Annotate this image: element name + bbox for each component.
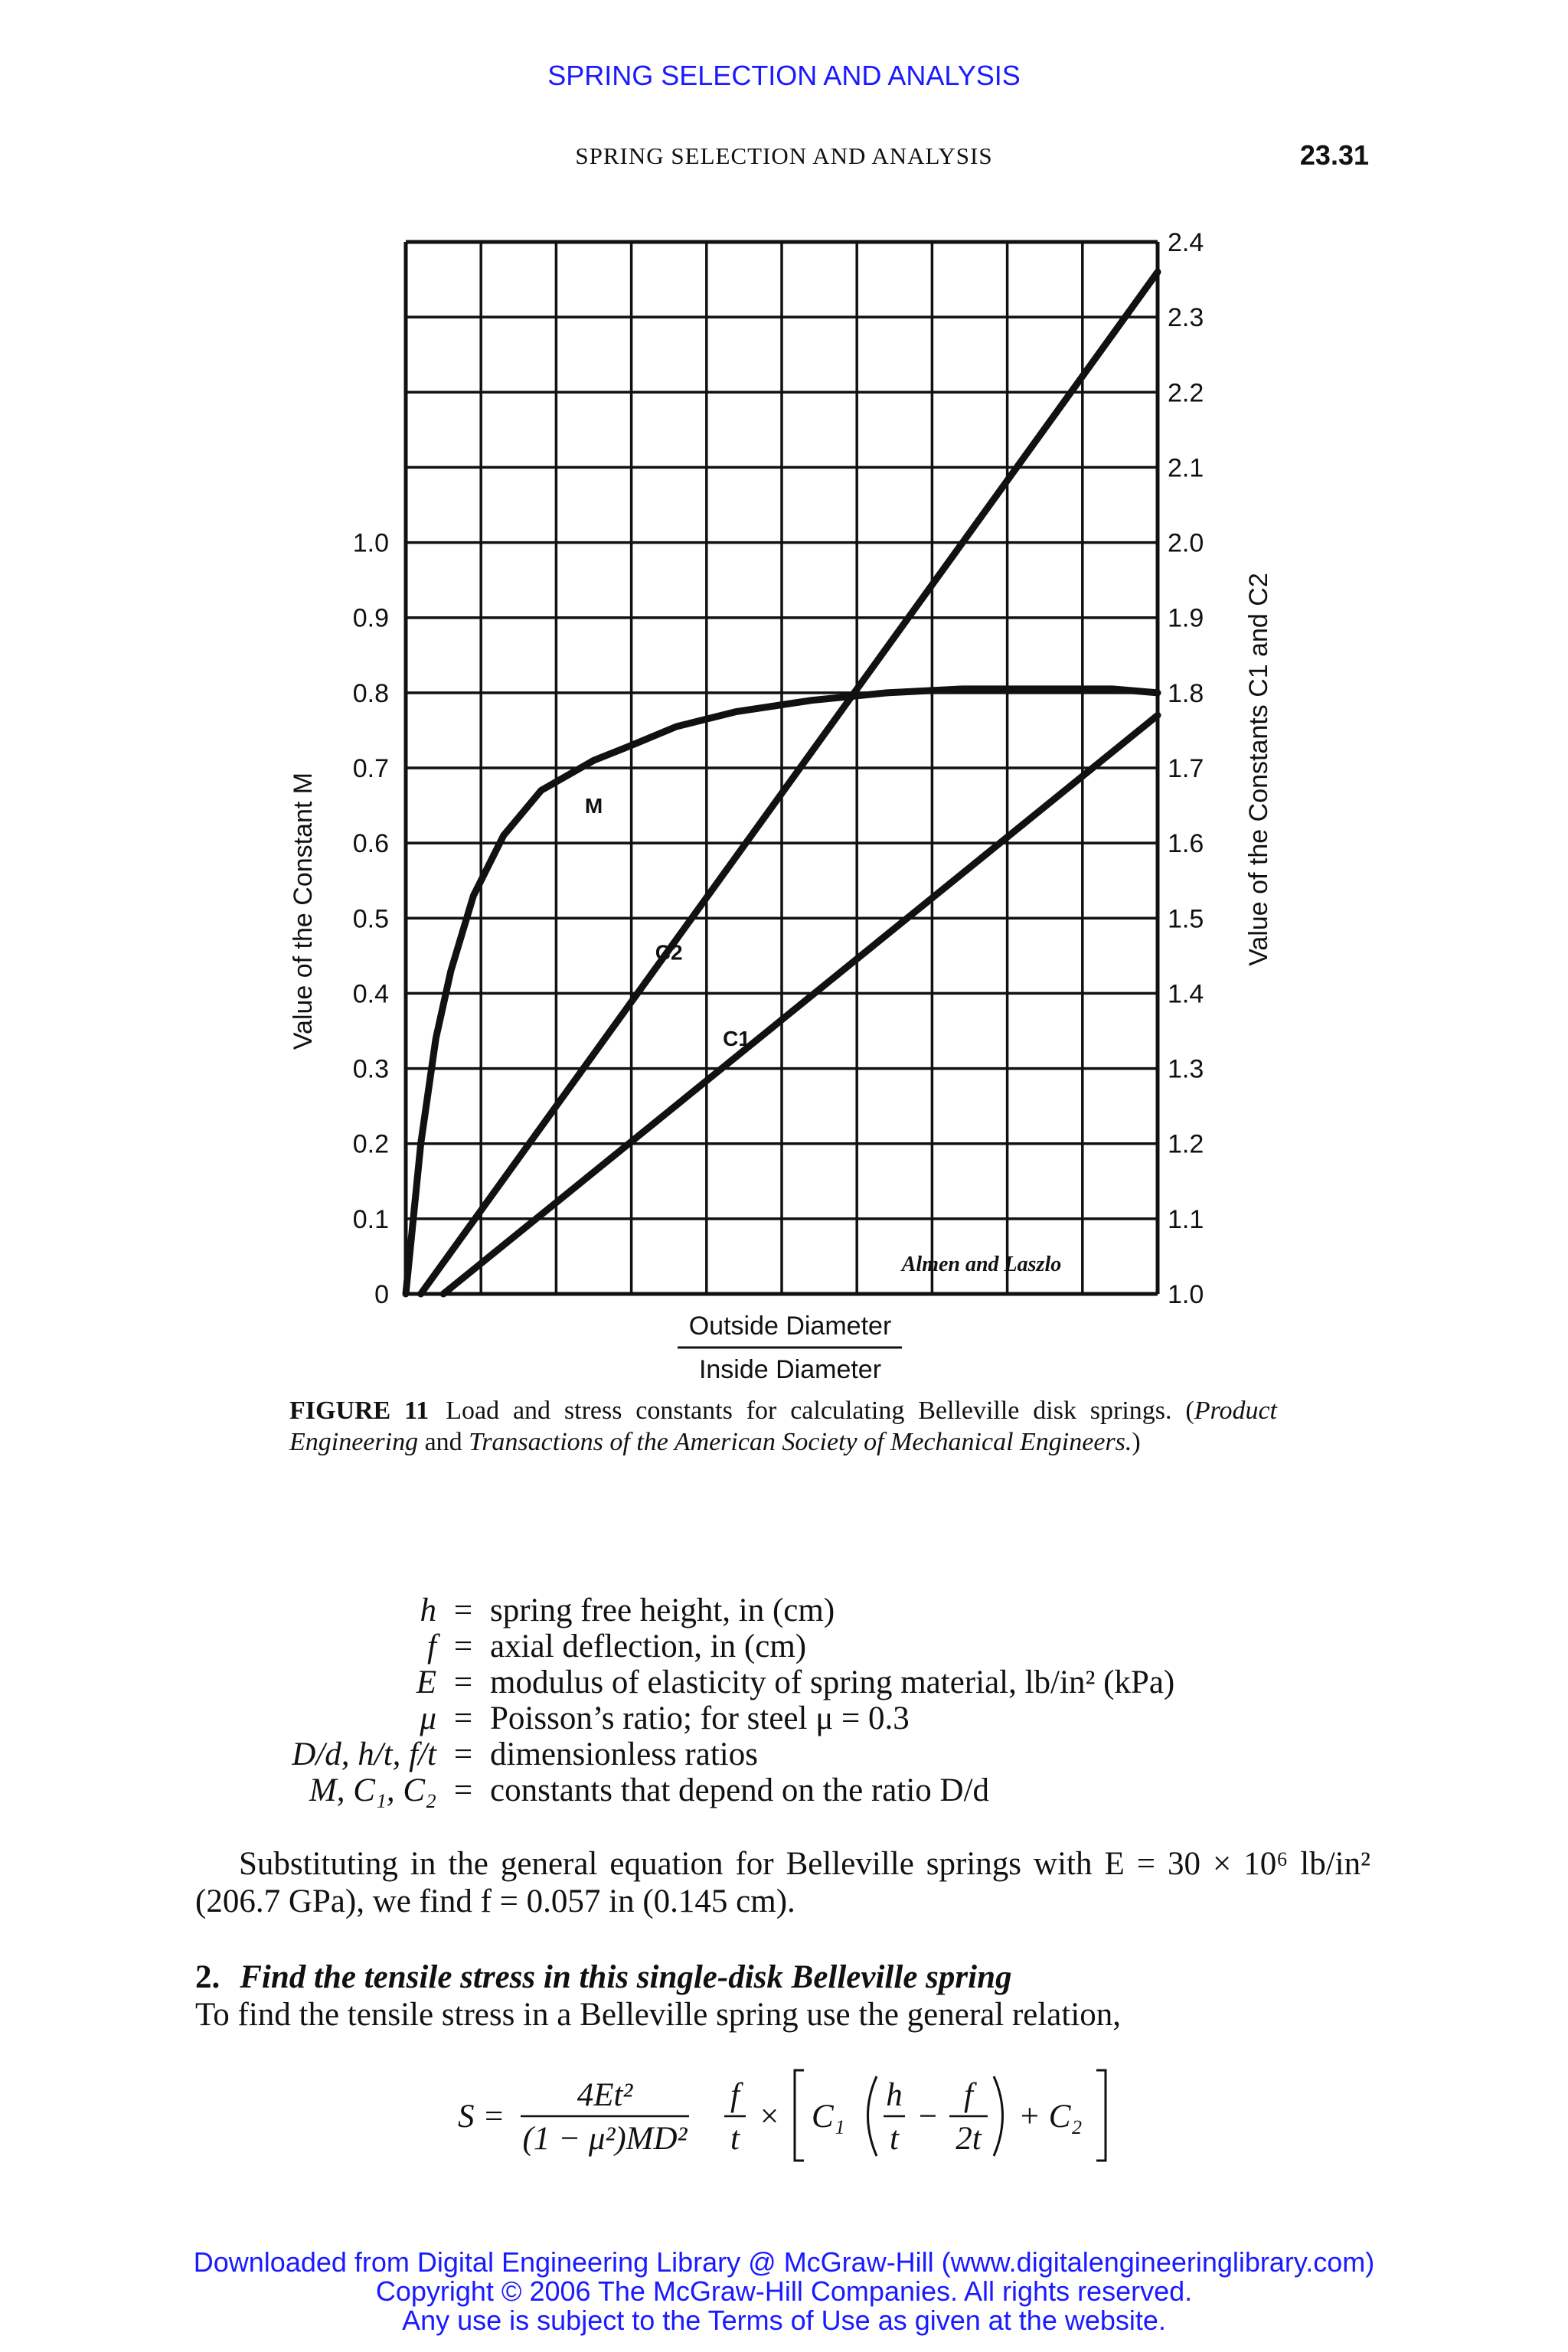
figure-caption-text-2: and [418,1428,469,1456]
y-axis-label-left: Value of the Constant M [289,772,318,1050]
equation-plus-c2: + C₂ [1018,2099,1083,2135]
series-line-c1 [443,715,1158,1294]
header-link-title[interactable]: SPRING SELECTION AND ANALYSIS [547,60,1021,91]
left-tick-label: 0.8 [352,678,389,708]
right-tick-label: 1.7 [1168,754,1204,783]
credit-label: Almen and Laszlo [901,1253,1062,1276]
equation-left-bracket [795,2070,804,2161]
left-tick-label: 0.1 [352,1204,389,1234]
right-tick-label: 1.2 [1168,1129,1204,1159]
right-tick-label: 2.0 [1168,528,1204,558]
equation-f-numerator: f [730,2077,740,2113]
definition-equals: = [453,1772,473,1808]
definition-equals: = [453,1700,473,1736]
definition-text: constants that depend on the ratio D/d [490,1772,990,1808]
definition-text: axial deflection, in (cm) [490,1628,807,1664]
equation-h-numerator: h [886,2077,903,2113]
equation-denominator: (1 − μ²)MD² [522,2121,688,2157]
section-number: 2. [195,1959,220,1995]
figure-caption-label: FIGURE 11 [289,1396,430,1425]
left-tick-label: 0.6 [352,829,389,859]
definition-equals: = [453,1736,473,1772]
equation-f-denominator: t [730,2121,740,2157]
definition-symbol: f [427,1628,436,1664]
figure-caption-text-3: ) [1132,1428,1141,1456]
equation-left-paren [868,2076,877,2156]
left-tick-label: 0.5 [352,904,389,934]
equation-times: × [760,2099,779,2135]
definition-text: dimensionless ratios [490,1736,758,1772]
definition-equals: = [453,1592,473,1628]
right-tick-label: 1.0 [1168,1280,1204,1309]
right-tick-label: 2.1 [1168,453,1204,483]
x-axis-label-numerator: Outside Diameter [688,1312,892,1341]
chart-grid [406,242,1158,1294]
equation-minus: − [918,2099,938,2135]
left-tick-label: 0.9 [352,603,389,633]
definition-symbol: E [416,1664,436,1700]
definition-text: modulus of elasticity of spring material, lb/in² (kPa) [490,1664,1175,1700]
variable-definitions [115,1592,1174,1808]
right-tick-label: 1.6 [1168,829,1204,859]
figure-caption [289,1395,1277,1458]
definition-row [115,1628,1174,1664]
definition-symbol: M, C₁, C₂ [309,1772,436,1808]
equation-right-bracket [1096,2070,1106,2161]
equation-numerator: 4Et² [577,2077,633,2113]
right-tick-label: 1.3 [1168,1054,1204,1084]
footer-line-3: Any use is subject to the Terms of Use as given at the website. [402,2305,1166,2336]
definition-symbol: D/d, h/t, f/t [292,1736,436,1772]
x-axis-label-denominator: Inside Diameter [698,1355,882,1384]
definition-row [115,1700,1174,1736]
right-tick-label: 1.1 [1168,1204,1204,1234]
right-tick-label: 1.4 [1168,979,1204,1009]
equation-f2-denominator: 2t [956,2121,982,2157]
left-tick-label: 0.7 [352,754,389,783]
figure-caption-source-1: Product Engineering [289,1396,1277,1456]
running-head: SPRING SELECTION AND ANALYSIS [575,142,993,169]
section-title: Find the tensile stress in this single-disk Belleville spring [240,1959,1012,1995]
right-tick-label: 1.5 [1168,904,1204,934]
equation-h-denominator: t [890,2121,899,2157]
definition-row [115,1772,1174,1808]
definition-text: Poisson’s ratio; for steel μ = 0.3 [490,1700,910,1736]
section-intro: To find the tensile stress in a Belleville spring use the general relation, [195,1997,1122,2033]
equation-c1: C₁ [812,2099,845,2135]
left-tick-label: 0.2 [352,1129,389,1159]
equation-lhs: S = [458,2099,505,2135]
download-footer[interactable] [0,2248,1568,2335]
footer-line-2: Copyright © 2006 The McGraw-Hill Companies. All rights reserved. [375,2275,1193,2307]
definition-row [115,1592,1174,1628]
definition-symbol: μ [420,1700,436,1736]
definition-equals: = [453,1628,473,1664]
series-label-c1: C1 [723,1027,750,1051]
definition-symbol: h [420,1592,436,1628]
footer-line-1[interactable]: Downloaded from Digital Engineering Library @ McGraw-Hill (www.digitalengineeringlibrary.com) [193,2246,1375,2278]
right-axis-ticks [1168,228,1204,1309]
series-label-c2: C2 [655,940,683,965]
figure-caption-source-2: Transactions of the American Society of Mechanical Engineers. [469,1428,1132,1456]
definition-row [115,1736,1174,1772]
right-tick-label: 1.9 [1168,603,1204,633]
series-label-m: M [584,793,603,818]
right-tick-label: 2.3 [1168,303,1204,333]
left-tick-label: 0 [374,1280,389,1309]
tensile-stress-equation [429,2060,1118,2174]
y-axis-label-right: Value of the Constants C1 and C2 [1244,573,1273,966]
right-tick-label: 2.4 [1168,228,1204,257]
body-paragraph-text: Substituting in the general equation for Belleville springs with E = 30 × 10⁶ lb/in² (206.7 GPa), we find f = 0.057 in (0.145 cm). [195,1846,1370,1919]
left-tick-label: 0.3 [352,1054,389,1084]
definition-row [115,1664,1174,1700]
definition-text: spring free height, in (cm) [490,1592,835,1628]
series-line-c2 [421,272,1158,1294]
left-tick-label: 1.0 [352,528,389,558]
page-number: 23.31 [1299,139,1369,171]
right-tick-label: 2.2 [1168,378,1204,408]
body-paragraph [195,1845,1370,1920]
equation-right-paren [994,2076,1003,2156]
equation-f2-numerator: f [964,2077,973,2113]
right-tick-label: 1.8 [1168,678,1204,708]
section-heading [195,1958,1011,1996]
left-axis-ticks [353,529,389,1309]
definition-equals: = [453,1664,473,1700]
figure-caption-text-1: Load and stress constants for calculating Belleville disk springs. ( [446,1396,1194,1425]
left-tick-label: 0.4 [352,979,389,1009]
